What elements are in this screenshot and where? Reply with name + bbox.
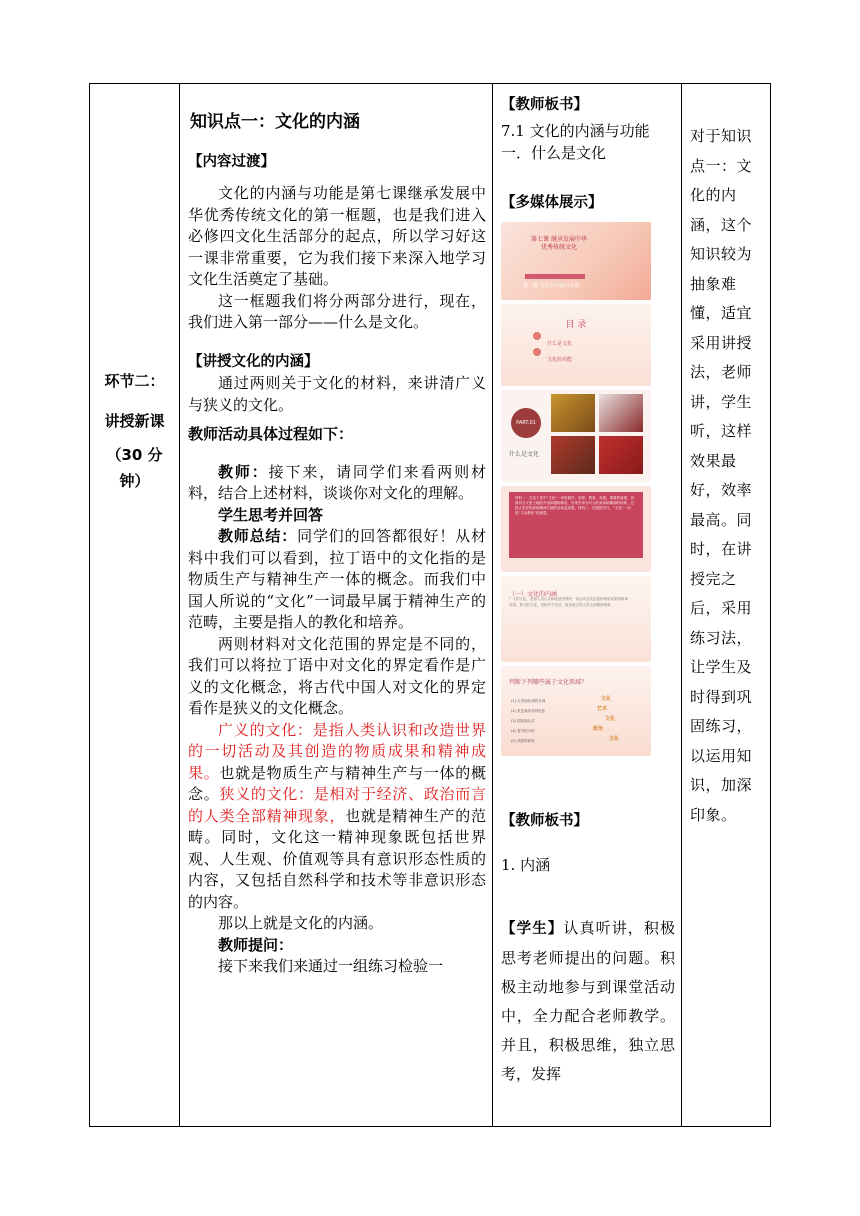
contents-item-1: 什么是文化 [547,341,573,347]
slide-cover-subtitle: 第一框 文化的内涵与功能 [523,283,580,289]
question-label: 教师提问： [218,935,294,954]
summary-paragraph [188,526,486,634]
process-heading: 教师活动具体过程如下： [188,425,354,443]
broad-explanation: 也就是物质生产与精神生产与一体的概念。 [188,763,486,803]
contents-item-2: 文化的功能 [547,357,573,363]
photo-roof-image [551,436,595,474]
teacher-text: 接下来，请同学们来看两则材料，结合上述材料，谈谈你对文化的理解。 [188,462,486,502]
student-heading: 【学生】 [501,921,564,937]
teacher-paragraph [188,462,486,505]
part-badge: PART.01 [511,408,541,438]
board-heading-2: 【教师板书】 [501,813,588,829]
slide-materials [501,486,651,572]
slide-thumbnails [501,222,675,756]
definition-paragraph [188,720,486,914]
note-cell [682,84,771,1127]
meaning-text: 广义的文化，是指人类认识和改造世界的一切活动及其创造的物质成果和精神成果。狭义的文化，是相对于经济、政治而言的人类全部精神现象。 [509,597,628,607]
slide-contents-title: 目 录 [565,320,587,330]
board-line-1: 7.1 文化的内涵与功能 [501,122,650,140]
exercise-row: (5) 高铁的研发 [511,739,535,743]
exercise-row: (2) 张艺谋执导的电影 [511,709,546,713]
photo-palace-image [551,394,595,432]
slide-contents [501,304,651,386]
student-text: 认真听讲，积极思考老师提出的问题。积极主动地参与到课堂活动中，全力配合老师教学。并且，积极思维，独立思考，发挥 [501,919,675,1083]
summary-text: 同学们的回答都很好！从材料中我们可以看到，拉丁语中的文化指的是物质生产与精神生产一体的概念。而我们中国人所说的“文化”一词最早属于精神生产的范畴，主要是指人的教化和培养。 [188,527,486,631]
exercise-row: (4) 春节的习俗 [511,729,535,733]
transition-heading: 【内容过渡】 [188,153,275,170]
slide-exercise [501,666,651,756]
slide-cover [501,222,651,300]
transition-paragraph-2: 这一框题我们将分两部分进行，现在，我们进入第一部分——什么是文化。 [188,291,486,331]
lecture-heading: 【讲授文化的内涵】 [188,353,319,370]
stage-title: 环节二： [104,372,165,390]
side-cell [493,84,682,1127]
knowledge-point-title: 知识点一：文化的内涵 [190,112,360,132]
photo-blossom-image [599,394,643,432]
exercise-row: (3) 国庆阅兵式 [511,719,535,723]
summary-label: 教师总结： [218,527,298,545]
teacher-label: 教师： [218,462,269,481]
stage-name: 讲授新课 [104,412,165,430]
exercise-answer: 文化 [605,716,616,722]
boundary-paragraph: 两则材料对文化范围的界定是不同的，我们可以将拉丁语中对文化的界定看作是广义的文化概念，将古代中国人对文化的界定看作是狭义的文化概念。 [188,634,486,717]
design-note: 对于知识点一：文化的内涵，这个知识较为抽象难懂，适宜采用讲授法，老师讲，学生听，这样效果最好，效率最高。同时，在讲授完之后，采用练习法，让学生及时得到巩固练习，以运用知识，加深印象。 [690,127,753,824]
broad-definition: 广义的文化：是指人类认识和改造世界的一切活动及其创造的物质成果和精神成果。 [188,720,486,782]
main-content-cell [180,84,493,1127]
slide-cover-title: 第七课 继承发展中华优秀传统文化 [531,236,587,251]
materials-text: 材料一：在拉丁语中“文化”一词有耕作、培养、教育、发展、尊重的意思，其最初含义是土地的开垦和植物栽培，后来引申为对人的身体和精神的培养，泛指人类在物质和精神方面的活动及成果。材料二：在我国古代，“文化”一词是“文治教化”的意思。 [515,496,635,515]
board-heading-1: 【教师板书】 [501,97,588,113]
student-line: 学生思考并回答 [218,505,324,524]
contents-dot-icon [533,332,541,340]
student-paragraph [501,914,675,1089]
media-heading: 【多媒体展示】 [501,195,603,211]
photo-wall-image [599,436,643,474]
slide-part-one [501,390,651,482]
lecture-paragraph: 通过两则关于文化的材料，来讲清广义与狭义的文化。 [188,374,486,414]
contents-dot-icon [533,348,541,356]
board-line-3: 1. 内涵 [501,856,551,874]
meaning-title: （一）文化的内涵 [509,591,558,598]
slide-meaning [501,576,651,662]
stage-duration-1: （30 分 [106,446,163,464]
exercise-answer: 艺术 [597,706,608,712]
last-line: 接下来我们来通过一组练习检验一 [218,957,444,975]
exercise-answer: 文化 [601,696,612,702]
exercise-title: 判断下列哪些属于文化领域？ [509,679,588,686]
board-line-2: 一．什么是文化 [501,144,607,162]
part-label: 什么是文化 [509,451,540,458]
lesson-plan-table [89,83,771,1127]
exercise-answer: 文化 [609,736,620,742]
narrow-explanation: 也就是精神生产的范畴。同时，文化这一精神现象既包括世界观、人生观、价值观等具有意识形态性质的内容，又包括自然科学和技术等非意识形态的内容。 [188,806,486,911]
exercise-answer: 政治 [593,726,604,732]
narrow-definition: 狭义的文化：是相对于经济、政治而言的人类全部精神现象， [188,785,486,825]
stage-cell [90,84,180,1127]
exercise-row: (1) 古老而壮丽的长城 [511,699,546,703]
transition-paragraph-1: 文化的内涵与功能是第七课继承发展中华优秀传统文化的第一框题，也是我们进入必修四文化生活部分的起点，所以学习好这一课非常重要，它为我们接下来深入地学习文化生活奠定了基础。 [188,184,486,288]
stage-duration-2: 钟） [119,472,150,490]
conclusion-line: 那以上就是文化的内涵。 [218,914,384,932]
